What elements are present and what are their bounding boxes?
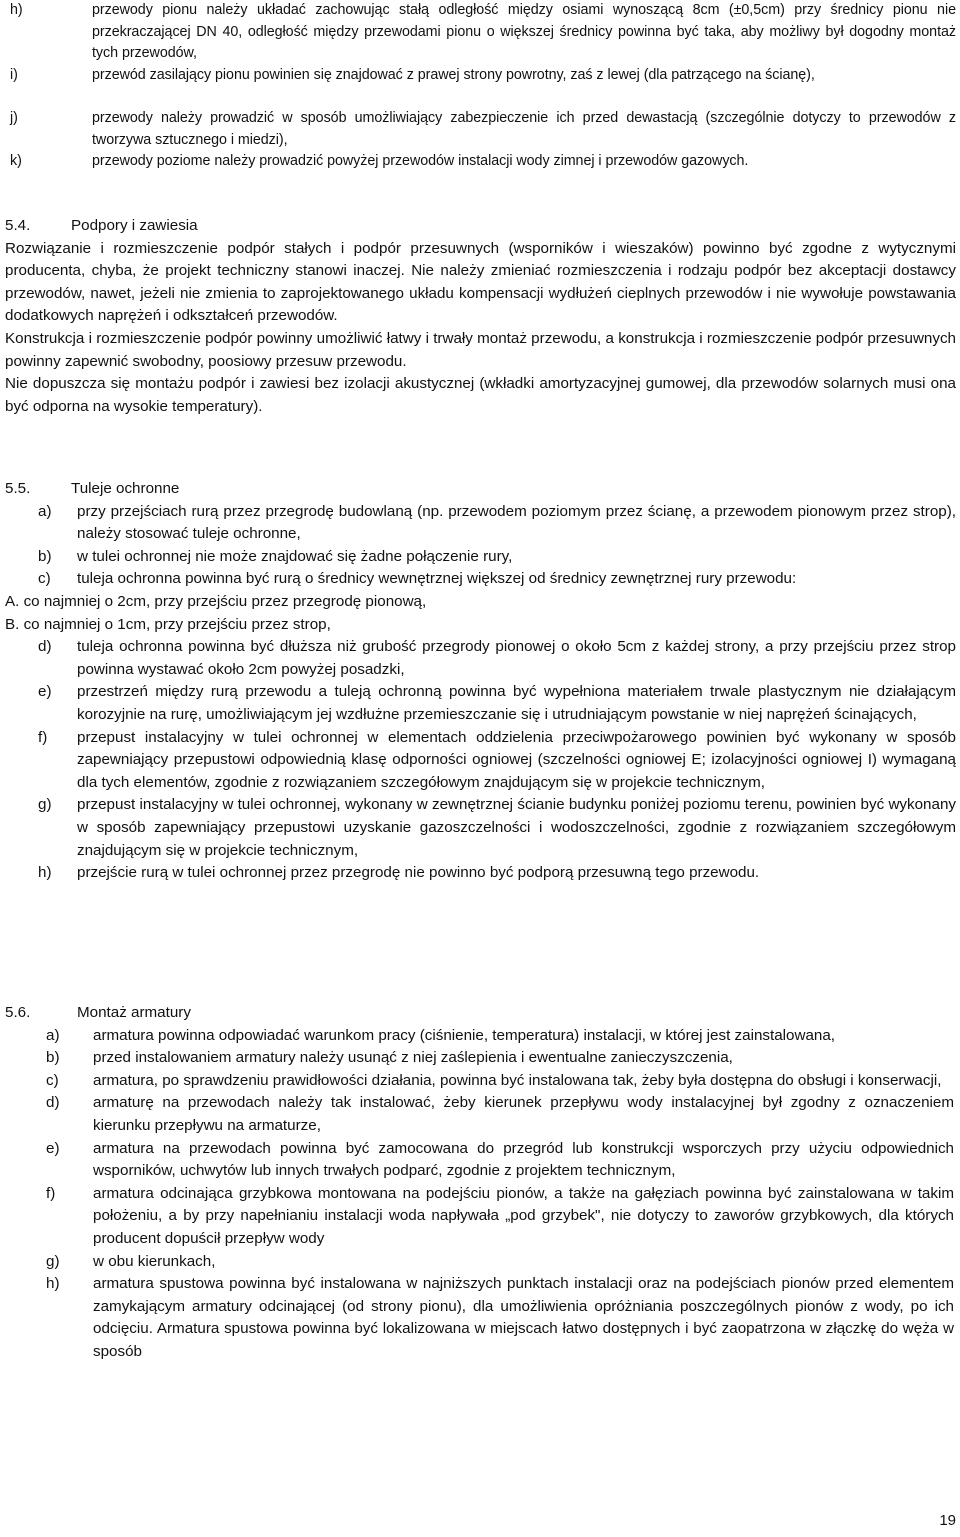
list-item-label: h) [46,1275,60,1293]
list-item [0,727,960,795]
list-item [0,568,960,591]
list-item-label: f) [38,728,48,746]
list-item-text: przed instalowaniem armatury należy usunąć z niej zaślepienia i ewentualne zanieczyszczenia, [93,1049,733,1067]
section-number: 5.5. [5,480,31,497]
list-item-text: przewody należy prowadzić w sposób umożliwiający zabezpieczenie ich przed dewastacją (szczególnie dotyczy to przewodów z tworzywa sztucznego i miedzi), [92,110,956,148]
list-item-label: h) [10,2,23,18]
section-number: 5.4. [5,217,31,234]
list-item-text: armatura spustowa powinna być instalowana w najniższych punktach instalacji oraz na podejściach pionów przed elementem zamykającym armatury odcinającej (od strony pionu), dla umożliwienia opróżniania poszczególnych pionów z wody, po ich odcięciu. Armatura spustowa powinna być lokalizowana w miejscach łatwo dostępnych i być zaopatrzona w złączkę do węża w sposób [93,1275,954,1360]
list-item [0,1047,960,1070]
section-5-6 [0,1002,960,1364]
section-heading [0,1002,960,1025]
list-item-label: d) [38,638,52,656]
list-item [0,546,960,569]
list-item-label: k) [10,153,22,169]
list-item-label: g) [46,1252,60,1270]
list-section-5-3 [0,0,960,173]
list-item-label: c) [46,1071,59,1089]
list-item-label: j) [10,110,18,126]
list-item [0,1183,960,1251]
section-title: Montaż armatury [77,1004,191,1021]
list-item: A. co najmniej o 2cm, przy przejściu przez przegrodę pionową, [5,592,427,610]
list-item-label: d) [46,1094,60,1112]
list-item [0,1070,960,1093]
list-item-text: w tulei ochronnej nie może znajdować się żadne połączenie rury, [77,547,513,565]
list-item-text: przy przejściach rurą przez przegrodę budowlaną (np. przewodem poziomym przez ścianę, a przewodem pionowym przez strop), należy stosować tuleje ochronne, [77,502,956,543]
list-item-text: przepust instalacyjny w tulei ochronnej w elementach oddzielenia przeciwpożarowego powinien być wykonany w sposób zapewniający przepustowi odpowiednią klasę odporności ogniowej (szczelności ogniowej E; izolacyjności ogniowej I) wymaganą dla tych elementów, zgodnie z rozwiązaniem szczegółowym znajdującym się w projekcie technicznym, [77,728,956,791]
list-item [0,794,960,862]
section-heading [0,478,960,501]
list-item-text: przepust instalacyjny w tulei ochronnej, wykonany w zewnętrznej ścianie budynku poniżej poziomu terenu, powinien być wykonany w sposób zapewniający przepustowi uzyskanie gazoszczelności i wodoszczelności, zgodnie z rozwiązaniem szczegółowym znajdującym się w projekcie technicznym, [77,796,956,859]
section-5-4 [0,215,960,418]
list-item-label: c) [38,570,51,588]
list-item [0,1092,960,1137]
list-item [0,0,960,65]
list-item-text: przewody poziome należy prowadzić powyżej przewodów instalacji wody zimnej i przewodów gazowych. [92,153,749,169]
list-item-label: a) [38,502,52,520]
list-item-text: armatura powinna odpowiadać warunkom pracy (ciśnienie, temperatura) instalacji, w której jest zainstalowana, [93,1026,836,1044]
section-heading [0,215,960,238]
list-item [0,1273,960,1363]
list-item-text: przejście rurą w tulei ochronnej przez przegrodę nie powinno być podporą przesuwną tego przewodu. [77,864,760,882]
section-5-5 [0,478,960,885]
list-item-text: tuleja ochronna powinna być dłuższa niż grubość przegrody pionowej o około 5cm z każdej strony, a przy przejściu przez strop powinna wystawać około 2cm powyżej posadzki, [77,638,956,678]
paragraph: Nie dopuszcza się montażu podpór i zawiesi bez izolacji akustycznej (wkładki amortyzacyjnej gumowej, dla przewodów solarnych musi ona być odporna na wysokie temperatury). [5,375,956,415]
paragraph: Konstrukcja i rozmieszczenie podpór powinny umożliwić łatwy i trwały montaż przewodu, a konstrukcja i rozmieszczenie podpór przesuwnych powinny zapewnić swobodny, poosiowy przesuw przewodu. [5,329,956,370]
list-item-label: a) [46,1026,60,1044]
list-item-label: e) [38,683,52,701]
list-item-text: armatura na przewodach powinna być zamocowana do przegród lub konstrukcji wsporczych przy użyciu odpowiednich wsporników, uchwytów lub innych trwałych podparć, zgodnie z projektem technicznym, [93,1139,954,1180]
list-item-label: g) [38,796,52,814]
list-item [0,151,960,173]
list-item-label: f) [46,1184,56,1202]
list-item [0,65,960,108]
section-title: Tuleje ochronne [71,480,180,497]
list-item-text: armatura odcinająca grzybkowa montowana na podejściu pionów, a także na gałęziach powinna być zainstalowana w takim położeniu, a by przy napełnianiu instalacji woda napływała „pod grzybek", nie dotyczy to zaworów grzybkowych, dla których producent dopuścił przepływ wody [93,1184,954,1247]
list-item-label: b) [38,547,52,565]
list-item-label: b) [46,1049,60,1067]
list-item-label: i) [10,67,18,83]
page-number: 19 [939,1512,956,1529]
section-number: 5.6. [5,1004,31,1021]
list-item-text: przewód zasilający pionu powinien się znajdować z prawej strony powrotny, zaś z lewej (dla patrzącego na ścianę), [92,67,815,83]
paragraph: Rozwiązanie i rozmieszczenie podpór stałych i podpór przesuwnych (wsporników i wieszaków) powinno być zgodne z wytycznymi producenta, chyba, że projekt techniczny stanowi inaczej. Nie należy zmieniać rozmieszczenia i rodzaju podpór bez akceptacji dostawcy przewodów, nawet, jeżeli nie zmienia to zaprojektowanego układu kompensacji wydłużeń cieplnych przewodów i nie wywołuje powstawania dodatkowych naprężeń i odkształceń przewodów. [5,239,956,325]
list-item [0,1251,960,1274]
list-item [0,862,960,885]
list-item-text: przewody pionu należy układać zachowując stałą odległość między osiami wynoszącą 8cm (±0,5cm) przy średnicy pionu nie przekraczającej DN 40, odległość między przewodami pionu o większej średnicy powinna być taka, aby możliwy był dogodny montaż tych przewodów, [92,2,956,61]
list-item [0,681,960,726]
list-item-label: e) [46,1139,60,1157]
list-item: B. co najmniej o 1cm, przy przejściu przez strop, [5,615,331,633]
section-title: Podpory i zawiesia [71,217,198,234]
list-item-text: armaturę na przewodach należy tak instalować, żeby kierunek przepływu wody instalacyjnej był zgodny z oznaczeniem kierunku przepływu na armaturze, [93,1094,954,1134]
list-item-text: armatura, po sprawdzeniu prawidłowości działania, powinna być instalowana tak, żeby była dostępna do obsługi i konserwacji, [93,1071,942,1089]
list-item-text: przestrzeń między rurą przewodu a tuleją ochronną powinna być wypełniona materiałem trwale plastycznym nie działającym korozyjnie na rurę, umożliwiającym jej wzdłużne przemieszczanie się i utrudniającym powstanie w niej naprężeń ścinających, [77,683,956,723]
list-item [0,1138,960,1183]
list-item [0,1025,960,1048]
list-item [0,501,960,546]
list-item-label: h) [38,864,52,882]
list-item-text: w obu kierunkach, [93,1252,216,1270]
list-item [0,108,960,151]
list-item [0,636,960,681]
list-item-text: tuleja ochronna powinna być rurą o średnicy wewnętrznej większej od średnicy zewnętrznej rury przewodu: [77,570,797,588]
